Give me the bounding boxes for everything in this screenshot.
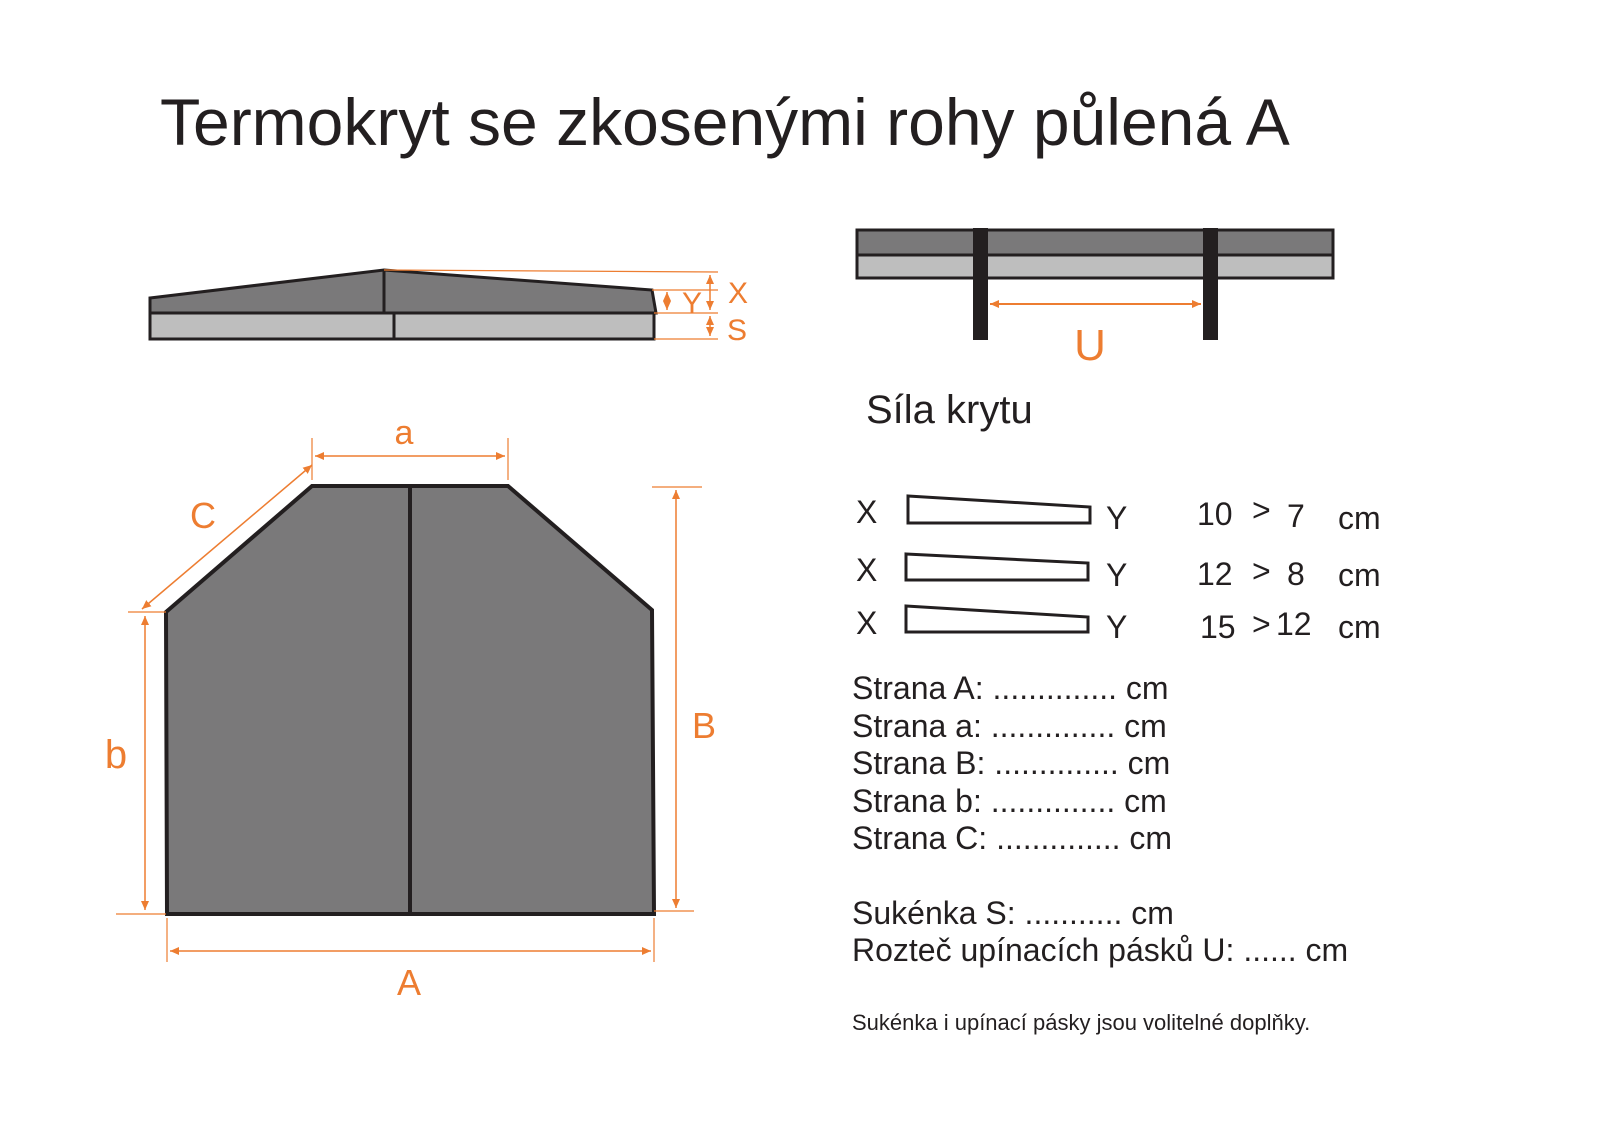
thickness-title: Síla krytu [866,388,1033,432]
strap-right [1203,228,1218,340]
label-A-bottom: A [396,962,422,1003]
label-c: C [190,495,216,536]
thickness-row-2-unit: cm [1338,557,1381,593]
thickness-row-2-from: 12 [1197,556,1233,592]
field-strana-a: Strana a: .............. cm [852,707,1167,744]
thickness-row-2-x: X [856,552,878,588]
strap-left [973,228,988,340]
thickness-row-1-to: 7 [1287,498,1305,534]
wedge-row-1 [908,496,1090,523]
wedge-row-2 [906,554,1088,580]
side-view-skirt-layer [150,313,654,339]
thickness-wedges [906,496,1090,632]
label-u: U [1074,321,1106,370]
strap-view [857,228,1333,370]
thickness-row-1-unit: cm [1338,500,1381,536]
thickness-row-3-unit: cm [1338,609,1381,645]
label-a-top: a [394,414,414,452]
label-B-right: B [691,705,717,746]
thickness-row-2-sep: > [1252,553,1271,589]
thickness-row-3-to: 12 [1276,606,1312,642]
fields-spacer [852,858,1348,895]
dimension-fields [852,670,1348,970]
thickness-row-1-x: X [856,494,878,530]
thickness-row-3-from: 15 [1200,609,1236,645]
label-x: X [728,277,749,310]
page-title: Termokryt se zkosenými rohy půlená A [160,85,1290,159]
wedge-row-3 [906,606,1088,632]
field-strana-b: Strana b: .............. cm [852,782,1167,819]
label-s: S [727,314,748,347]
label-b-left: b [104,733,128,777]
thickness-row-3-sep: > [1252,606,1271,642]
side-view-top-layer [150,270,656,313]
thickness-row-3-x: X [856,605,878,641]
thickness-row-1-from: 10 [1197,496,1233,532]
ext-line-x-top [384,270,718,272]
field-sukenka: Sukénka S: ........... cm [852,894,1174,931]
label-y: Y [682,287,703,320]
thickness-row-2-to: 8 [1287,556,1305,592]
field-strana-B: Strana B: .............. cm [852,745,1171,781]
thickness-row-3-y: Y [1106,609,1128,645]
thickness-row-2-y: Y [1106,557,1128,593]
thickness-row-1-y: Y [1106,500,1128,536]
thickness-row-1-sep: > [1252,492,1271,528]
field-strana-A: Strana A: .............. cm [852,670,1169,706]
strap-view-top-layer [857,230,1333,255]
field-roztec: Rozteč upínacích pásků U: ...... cm [852,932,1349,968]
plan-view [105,414,716,1003]
side-view [150,270,748,347]
field-strana-C: Strana C: .............. cm [852,820,1173,856]
optional-accessories-note: Sukénka i upínací pásky jsou volitelné doplňky. [852,1010,1311,1035]
strap-view-bottom-layer [857,255,1333,278]
